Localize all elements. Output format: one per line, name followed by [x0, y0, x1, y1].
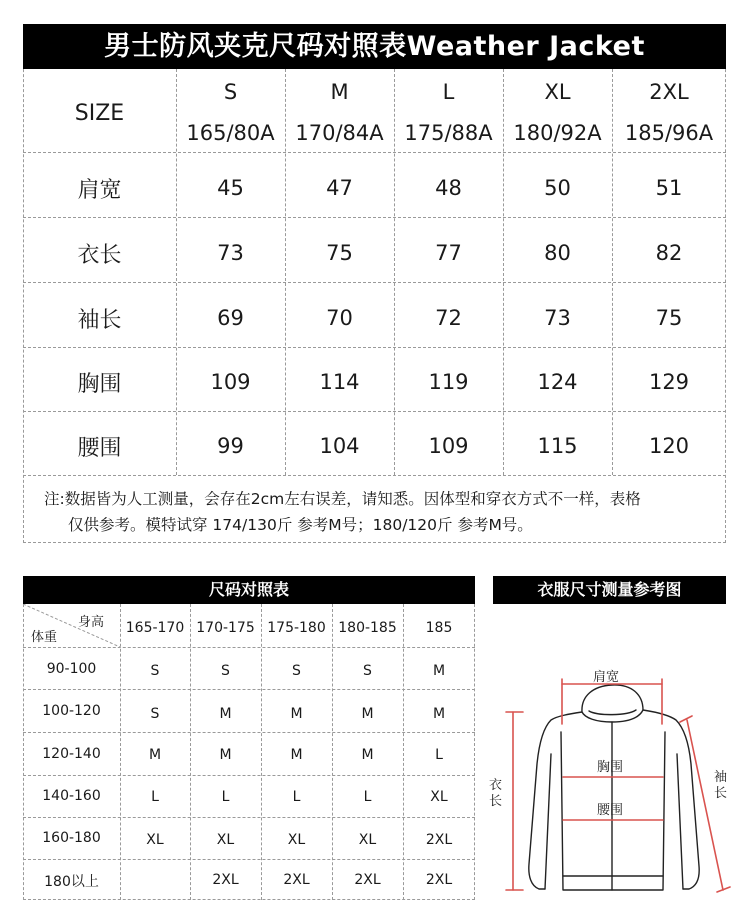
size-spec: 180/92A [513, 121, 602, 145]
fit-cell: XL [146, 832, 164, 848]
table-cell: 73 [544, 306, 571, 330]
weight-range: 120-140 [42, 746, 101, 762]
table-cell: 109 [210, 370, 251, 394]
fit-cell: M [432, 706, 446, 722]
divider [23, 689, 475, 690]
table-cell: 104 [319, 434, 360, 458]
fit-cell: S [363, 663, 372, 679]
fit-cell: M [219, 747, 232, 763]
fit-table-title: 尺码对照表 [23, 576, 475, 604]
row-label: 腰围 [77, 436, 122, 461]
divider [23, 859, 475, 860]
fit-cell: 2XL [425, 832, 453, 848]
fit-cell: S [150, 663, 160, 679]
table-cell: 72 [435, 306, 462, 330]
diagram-title: 衣服尺寸测量参考图 [493, 576, 726, 604]
sleeve-measure [687, 720, 723, 890]
table-cell: 75 [655, 306, 683, 330]
fit-cell: M [290, 706, 303, 722]
fit-cell: 2XL [212, 872, 239, 888]
fit-cell: L [151, 789, 159, 805]
weight-range: 140-160 [42, 788, 101, 804]
row-label: 肩宽 [77, 178, 122, 203]
fit-cell: M [290, 747, 303, 763]
table-cell: 115 [537, 434, 578, 458]
table-cell: 114 [319, 370, 360, 394]
table-cell: 124 [537, 370, 578, 394]
divider [23, 411, 726, 412]
size-header: SIZE [74, 101, 125, 126]
height-range: 165-170 [125, 620, 185, 636]
height-range: 170-175 [196, 620, 255, 636]
fit-cell: M [361, 706, 374, 722]
table-cell: 48 [435, 176, 462, 200]
fit-cell: XL [216, 832, 235, 848]
divider [23, 475, 726, 476]
size-spec: 170/84A [295, 121, 384, 145]
fit-cell: 2XL [354, 872, 381, 888]
table-cell: 82 [655, 241, 683, 265]
fit-cell: XL [287, 832, 306, 848]
table-cell: 120 [648, 434, 690, 458]
divider [23, 775, 475, 776]
table-cell: 129 [648, 370, 690, 394]
row-label: 袖长 [77, 308, 122, 333]
table-cell: 109 [428, 434, 469, 458]
weight-label: 体重 [31, 630, 58, 645]
size-spec: 165/80A [186, 121, 275, 145]
row-label: 衣长 [77, 243, 122, 268]
height-label: 身高 [78, 615, 105, 630]
shoulder-label: 肩宽 [593, 670, 620, 685]
weight-range: 160-180 [42, 830, 101, 846]
row-label: 胸围 [77, 372, 122, 397]
jacket-sleeve-right [677, 754, 683, 889]
height-range: 180-185 [338, 620, 397, 636]
fit-cell: M [148, 747, 162, 763]
fit-cell: S [221, 663, 230, 679]
length-label: 衣长 [489, 778, 503, 809]
table-cell: 51 [655, 176, 683, 200]
fit-cell: M [361, 747, 374, 763]
jacket-body-left [529, 712, 582, 889]
size-label: S [223, 80, 238, 104]
measurement-note [44, 486, 716, 538]
divider [23, 347, 726, 348]
chest-label: 胸围 [597, 760, 624, 775]
fit-cell: L [221, 789, 230, 805]
table-cell: 50 [544, 176, 571, 200]
divider [23, 732, 475, 733]
fit-cell: M [219, 706, 232, 722]
fit-cell: L [435, 747, 443, 763]
size-label: M [330, 80, 349, 104]
fit-cell: 2XL [425, 872, 453, 888]
fit-cell: S [292, 663, 301, 679]
waist-label: 腰围 [597, 803, 624, 818]
height-range: 185 [425, 620, 453, 636]
weight-range: 100-120 [42, 703, 101, 719]
table-cell: 73 [217, 241, 244, 265]
divider [23, 647, 475, 648]
table-cell: 45 [217, 176, 244, 200]
divider [23, 152, 726, 153]
size-table-title: 男士防风夹克尺码对照表Weather Jacket [23, 24, 726, 69]
size-label: XL [544, 80, 571, 104]
divider [23, 282, 726, 283]
table-cell: 80 [544, 241, 571, 265]
weight-range: 180以上 [44, 874, 99, 890]
table-cell: 77 [435, 241, 462, 265]
table-cell: 75 [326, 241, 353, 265]
fit-cell: XL [430, 789, 448, 805]
fit-cell: L [292, 789, 301, 805]
table-cell: 119 [428, 370, 469, 394]
fit-cell: M [432, 663, 446, 679]
height-range: 175-180 [267, 620, 326, 636]
size-label: 2XL [649, 80, 689, 104]
size-spec: 185/96A [624, 121, 714, 145]
jacket-collar-inner [589, 710, 636, 715]
size-label: L [442, 80, 455, 104]
fit-cell: XL [358, 832, 377, 848]
note-line: 仅供参考。模特试穿 174/130斤 参考M号；180/120斤 参考M号。 [68, 516, 533, 534]
fit-cell: 2XL [283, 872, 310, 888]
fit-cell: S [150, 706, 160, 722]
jacket-collar [582, 685, 643, 722]
table-cell: 47 [326, 176, 353, 200]
weight-range: 90-100 [46, 661, 97, 677]
note-line: 注:数据皆为人工测量，会存在2cm左右误差，请知悉。因体型和穿衣方式不一样，表格 [44, 490, 641, 508]
jacket-sleeve-left [545, 754, 551, 889]
table-cell: 69 [217, 306, 244, 330]
jacket-diagram [493, 604, 750, 900]
table-cell: 70 [326, 306, 353, 330]
divider [23, 817, 475, 818]
sleeve-label: 袖长 [714, 770, 728, 801]
divider [23, 217, 726, 218]
fit-cell: L [363, 789, 372, 805]
table-cell: 99 [217, 434, 244, 458]
size-spec: 175/88A [404, 121, 493, 145]
